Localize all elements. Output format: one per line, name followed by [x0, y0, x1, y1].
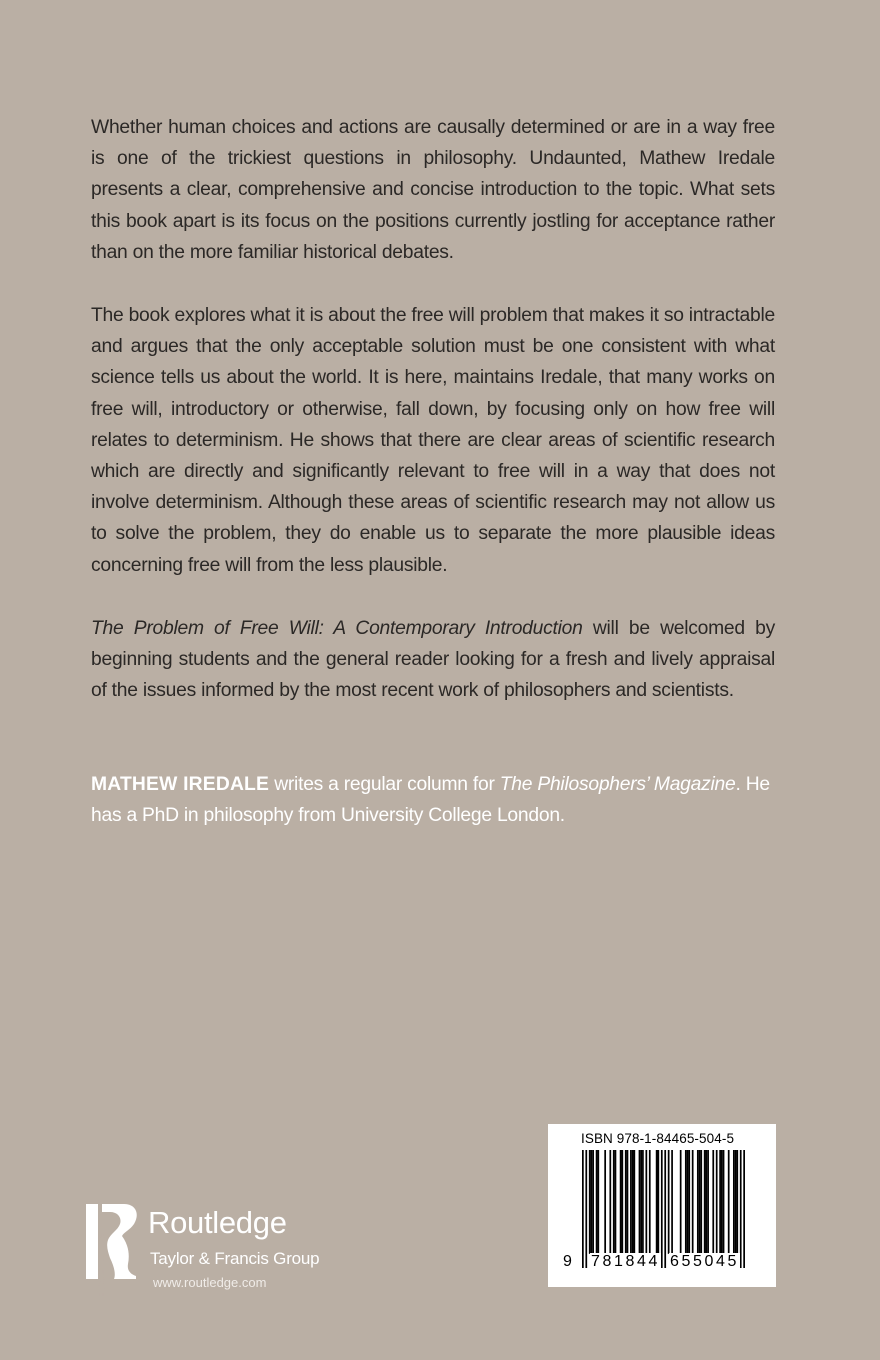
- barcode-left-group: 781844: [591, 1253, 660, 1270]
- isbn-label: ISBN 978-1-84465-504-5: [581, 1131, 735, 1146]
- barcode-bar: [733, 1150, 735, 1254]
- barcode-bar: [668, 1150, 670, 1254]
- publisher-logo: [84, 1202, 384, 1302]
- blurb-paragraph-1: Whether human choices and actions are causally determined or are in a way free is one of the trickiest questions in philosophy. Undaunted, Mathew Iredale presents a clear, comprehensive and concise introduction to the topic. What sets this book apart is its focus on the positions currently jostling for acceptance rather than on the more familiar historical debates.: [91, 117, 775, 263]
- barcode-bar: [661, 1150, 663, 1268]
- barcode-bar: [736, 1150, 738, 1254]
- author-bio: [91, 769, 781, 831]
- barcode-bar: [719, 1150, 721, 1254]
- barcode-bar: [688, 1150, 690, 1254]
- barcode-bar: [642, 1150, 644, 1254]
- barcode-bar: [697, 1150, 699, 1254]
- publisher-name: Routledge: [148, 1205, 287, 1240]
- blurb-paragraph-3-text: will be welcomed by beginning students and the general reader looking for a fresh and lively appraisal of the issues informed by the most recent work of philosophers and scientists.: [91, 617, 775, 702]
- barcode-right-group: 655045: [670, 1253, 739, 1270]
- barcode-bar: [704, 1150, 706, 1254]
- back-cover-blurb: [91, 112, 775, 706]
- barcode-bar: [597, 1150, 599, 1254]
- barcode-bar: [743, 1150, 745, 1268]
- barcode-bar: [706, 1150, 708, 1254]
- barcode-bar: [723, 1150, 725, 1254]
- routledge-vertical-wordmark: ROUTLEDGE: [95, 1232, 106, 1298]
- barcode-bar: [589, 1150, 591, 1254]
- blurb-paragraph-3: [91, 613, 775, 707]
- barcode-bar: [592, 1150, 594, 1254]
- barcode-bar: [692, 1150, 694, 1254]
- book-title: The Problem of Free Will: A Contemporary Introduction: [91, 617, 583, 639]
- barcode-bar: [585, 1150, 587, 1268]
- barcode-bar: [582, 1150, 584, 1268]
- isbn-barcode-panel: [548, 1124, 776, 1287]
- barcode-bar: [656, 1150, 658, 1254]
- author-bio-text-1: writes a regular column for: [269, 774, 500, 795]
- barcode-bar: [687, 1150, 689, 1254]
- barcode-bar: [685, 1150, 687, 1254]
- barcode-bar: [625, 1150, 627, 1254]
- barcode-bar: [740, 1150, 742, 1268]
- barcode-bar: [645, 1150, 647, 1254]
- barcode-graphic: [582, 1150, 745, 1268]
- barcode-bar: [712, 1150, 714, 1254]
- barcode-bar: [633, 1150, 635, 1254]
- routledge-r-icon: [84, 1202, 140, 1298]
- barcode-bar: [596, 1150, 598, 1254]
- barcode-bar: [604, 1150, 606, 1254]
- barcode-bar: [699, 1150, 701, 1254]
- magazine-title: The Philosophers’ Magazine: [499, 774, 736, 795]
- barcode-bar: [721, 1150, 723, 1254]
- barcode-bar: [632, 1150, 634, 1254]
- barcode-bar: [639, 1150, 641, 1254]
- barcode-bar: [728, 1150, 730, 1254]
- barcode-bar: [613, 1150, 615, 1254]
- publisher-url: www.routledge.com: [153, 1275, 267, 1290]
- author-name: MATHEW IREDALE: [91, 774, 270, 795]
- barcode-bar: [680, 1150, 682, 1254]
- barcode-bar: [609, 1150, 611, 1254]
- barcode-bar: [707, 1150, 709, 1254]
- barcode-bar: [630, 1150, 632, 1254]
- author-bio-text-2: . He has a PhD in philosophy from University College London.: [91, 774, 770, 827]
- barcode-bar: [735, 1150, 737, 1254]
- barcode-bar: [664, 1150, 666, 1268]
- barcode-bar: [716, 1150, 718, 1254]
- barcode-bar: [640, 1150, 642, 1254]
- barcode-bar: [649, 1150, 651, 1254]
- barcode-bar: [700, 1150, 702, 1254]
- barcode-bar: [621, 1150, 623, 1254]
- publisher-group: Taylor & Francis Group: [150, 1249, 320, 1268]
- barcode-bar: [615, 1150, 617, 1254]
- barcode-bar: [627, 1150, 629, 1254]
- blurb-paragraph-2: The book explores what it is about the free will problem that makes it so intractable and argues that the only acceptable solution must be one consistent with what science tells us about the world. It is here, maintains Iredale, that many works on free will, introductory or otherwise, fall down, by focusing only on how free will relates to determinism. He shows that there are clear areas of scientific research which are directly and significantly relevant to free will in a way that does not involve determinism. Although these areas of scientific research may not allow us to solve the problem, they do enable us to separate the more plausible ideas concerning free will from the less plausible.: [91, 305, 775, 576]
- barcode-bar: [591, 1150, 593, 1254]
- barcode-bar: [657, 1150, 659, 1254]
- barcode-bar: [671, 1150, 673, 1254]
- barcode-first-digit: 9: [563, 1253, 575, 1270]
- barcode-bar: [620, 1150, 622, 1254]
